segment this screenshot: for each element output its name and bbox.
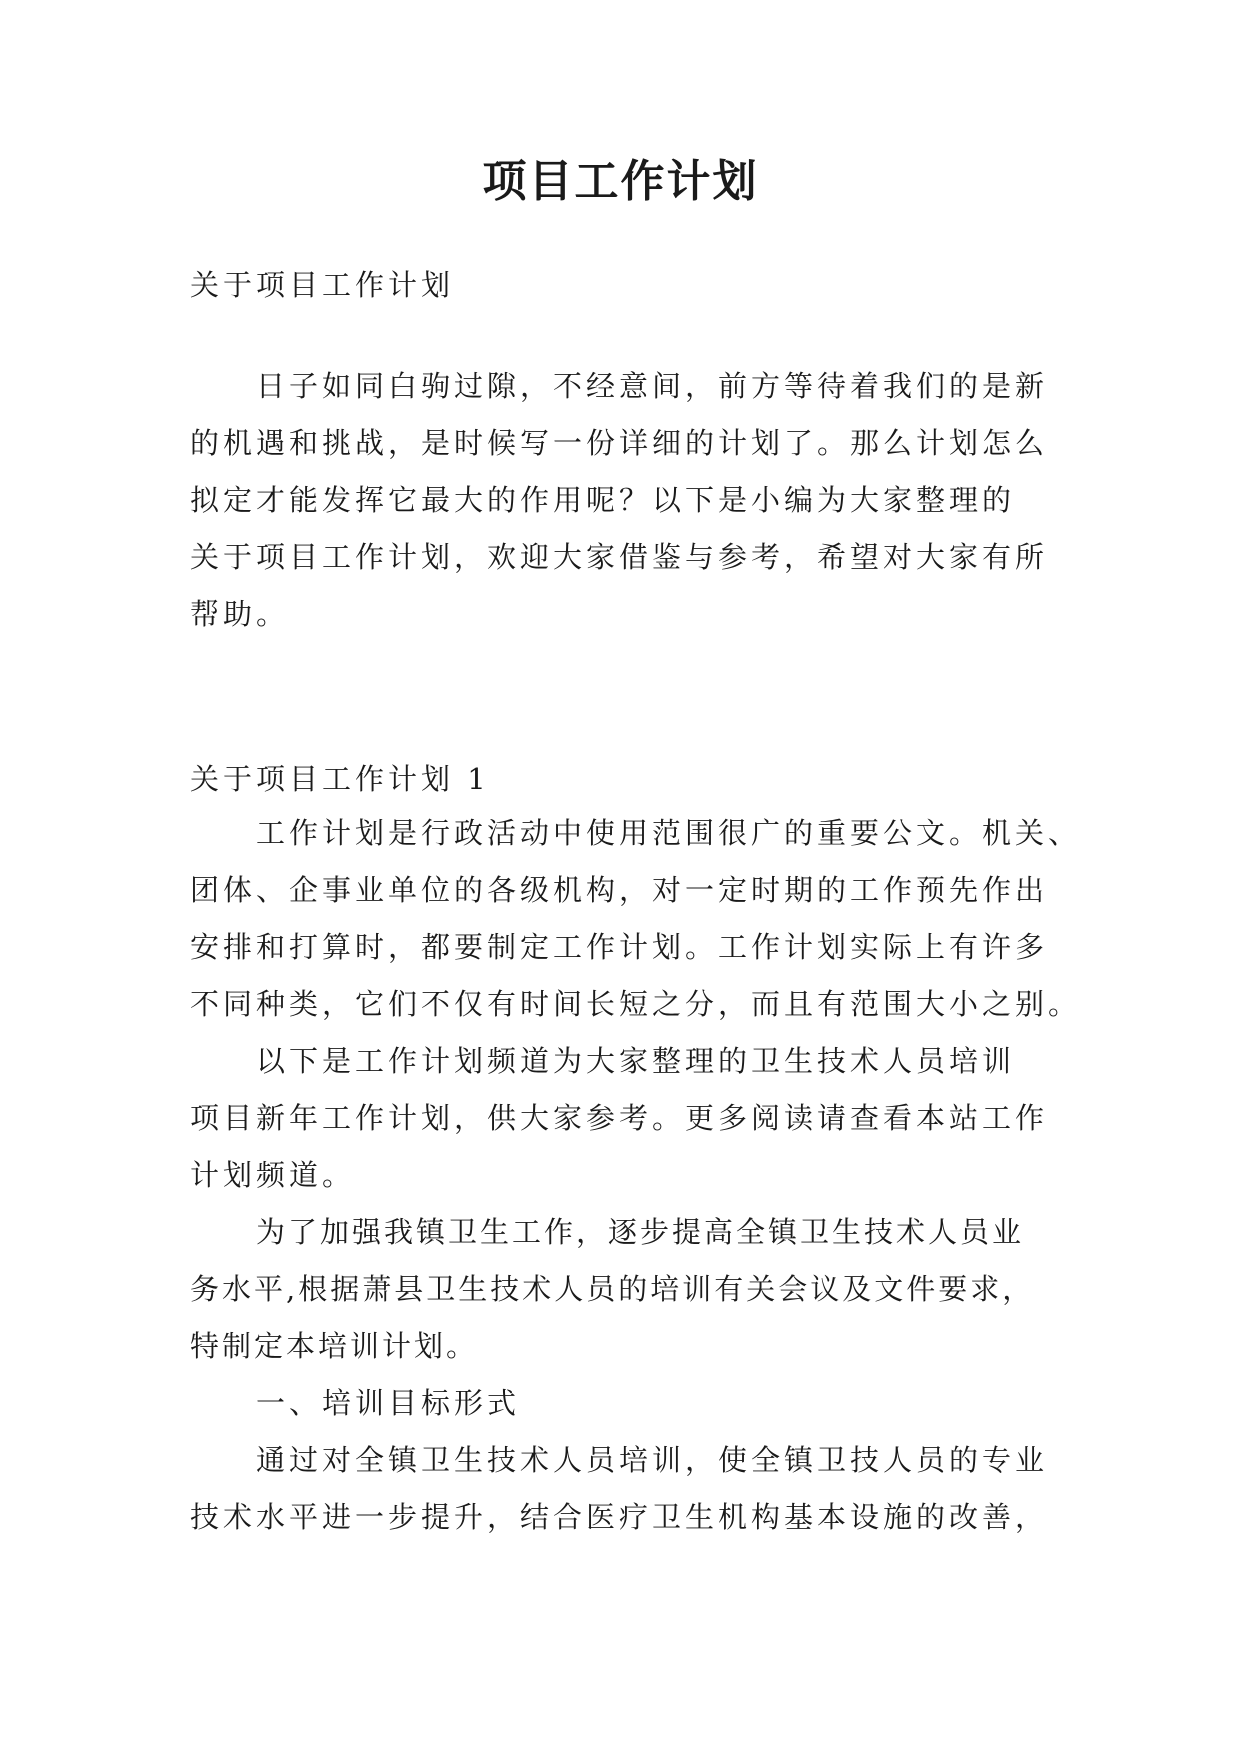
text-line: 拟定才能发挥它最大的作用呢？以下是小编为大家整理的	[190, 483, 1016, 517]
section-heading: 关于项目工作计划 1	[190, 762, 490, 796]
paragraph-3	[190, 1204, 1050, 1375]
text-line: 通过对全镇卫生技术人员培训，使全镇卫技人员的专业	[256, 1443, 1049, 1477]
text-line: 技术水平进一步提升，结合医疗卫生机构基本设施的改善，	[190, 1500, 1049, 1534]
text-line: 日子如同白驹过隙，不经意间，前方等待着我们的是新	[256, 369, 1049, 403]
text-line: 的机遇和挑战，是时候写一份详细的计划了。那么计划怎么	[190, 426, 1049, 460]
text-line: 一、培训目标形式	[256, 1386, 521, 1420]
text-line: 务水平,根据萧县卫生技术人员的培训有关会议及文件要求，	[190, 1272, 1035, 1306]
text-line: 项目新年工作计划，供大家参考。更多阅读请查看本站工作	[190, 1101, 1049, 1135]
paragraph-2	[190, 1033, 1050, 1204]
page-title: 项目工作计划	[482, 156, 759, 207]
text-line: 帮助。	[190, 597, 290, 631]
text-line: 安排和打算时，都要制定工作计划。工作计划实际上有许多	[190, 930, 1049, 964]
paragraph-1	[190, 805, 1082, 1033]
text-line: 团体、企事业单位的各级机构，对一定时期的工作预先作出	[190, 873, 1049, 907]
intro-paragraph	[190, 358, 1050, 643]
text-line: 关于项目工作计划，欢迎大家借鉴与参考，希望对大家有所	[190, 540, 1049, 574]
text-line: 工作计划是行政活动中使用范围很广的重要公文。机关、	[256, 816, 1082, 850]
text-line: 不同种类，它们不仅有时间长短之分，而且有范围大小之别。	[190, 987, 1082, 1021]
text-line: 为了加强我镇卫生工作，逐步提高全镇卫生技术人员业	[256, 1215, 1025, 1249]
paragraph-5	[190, 1432, 1050, 1546]
text-line: 以下是工作计划频道为大家整理的卫生技术人员培训	[256, 1044, 1016, 1078]
paragraph-4	[190, 1375, 1050, 1432]
text-line: 计划频道。	[190, 1158, 356, 1192]
text-line: 特制定本培训计划。	[190, 1329, 479, 1363]
subtitle-heading: 关于项目工作计划	[190, 268, 455, 302]
